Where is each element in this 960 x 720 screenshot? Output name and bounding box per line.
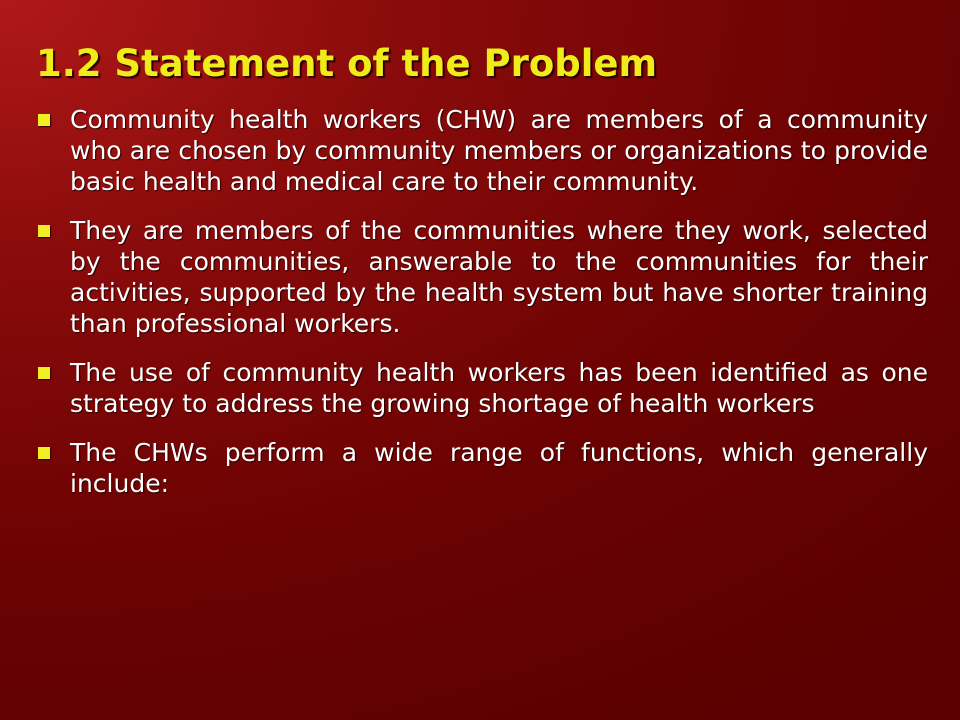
bullet-item [38,104,928,197]
slide-title: 1.2 Statement of the Problem [36,42,658,85]
square-bullet-icon [38,114,50,126]
bullet-text: The use of community health workers has been identified as one strategy to address the growing shortage of health workers [70,358,928,418]
bullet-item [38,357,928,419]
square-bullet-icon [38,367,50,379]
bullet-item [38,215,928,339]
bullet-item [38,437,928,499]
bullet-text: The CHWs perform a wide range of functions, which generally include: [70,438,928,498]
square-bullet-icon [38,447,50,459]
bullet-text: They are members of the communities where they work, selected by the communities, answerable to the communities for their activities, supported by the health system but have shorter training than professional workers. [70,216,928,338]
bullet-text: Community health workers (CHW) are members of a community who are chosen by community members or organizations to provide basic health and medical care to their community. [70,105,928,196]
square-bullet-icon [38,225,50,237]
bullet-list [38,104,928,499]
